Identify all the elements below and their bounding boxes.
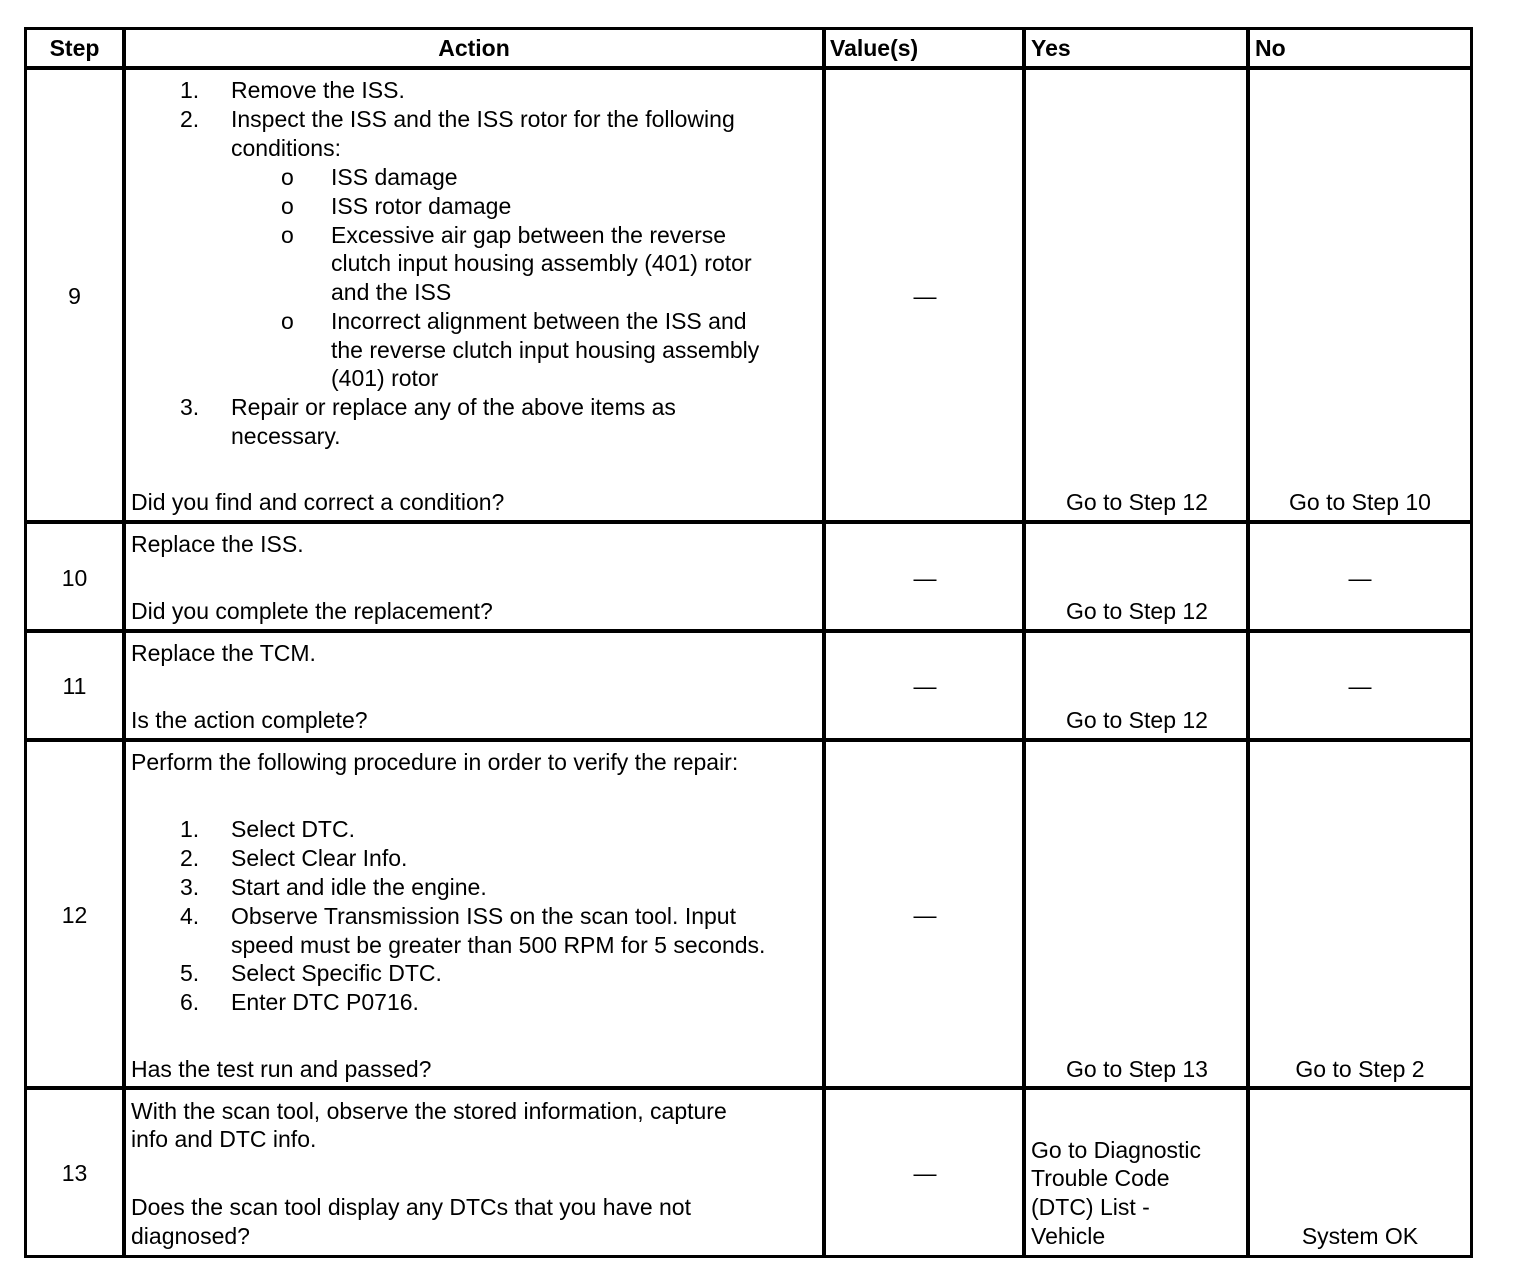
list-item-continued: necessary. (231, 423, 341, 449)
list-item: Select Clear Info. (231, 845, 408, 871)
list-item: Start and idle the engine. (231, 874, 487, 900)
header-yes: Yes (1031, 35, 1071, 61)
list-number: 1. (180, 816, 200, 842)
question: Did you find and correct a condition? (131, 489, 505, 515)
no-cell: — (1348, 565, 1372, 591)
header-step: Step (49, 35, 100, 61)
list-item-continued: speed must be greater than 500 RPM for 5 seconds. (231, 932, 766, 958)
value-cell: — (913, 673, 937, 699)
yes-cell: Go to Diagnostic (1031, 1137, 1202, 1163)
action-text: info and DTC info. (131, 1126, 317, 1152)
yes-cell: Go to Step 12 (1066, 598, 1208, 624)
header-no: No (1255, 35, 1286, 61)
list-number: 2. (180, 106, 200, 132)
sub-list-item: ISS damage (331, 164, 458, 190)
list-item: Inspect the ISS and the ISS rotor for the following (231, 106, 735, 132)
list-number: 3. (180, 394, 200, 420)
list-number: 6. (180, 989, 200, 1015)
sub-list-item: Excessive air gap between the reverse (331, 222, 727, 248)
row-divider (27, 520, 1470, 524)
question: diagnosed? (131, 1223, 250, 1249)
bullet: o (281, 164, 294, 190)
question: Is the action complete? (131, 707, 368, 733)
list-item-continued: conditions: (231, 135, 341, 161)
yes-cell: Trouble Code (1031, 1165, 1170, 1191)
action-text: Replace the TCM. (131, 640, 316, 666)
yes-cell: Go to Step 13 (1066, 1056, 1208, 1082)
list-number: 1. (180, 77, 200, 103)
sub-list-item: and the ISS (331, 279, 452, 305)
list-number: 5. (180, 960, 200, 986)
list-item: Select DTC. (231, 816, 355, 842)
header-values: Value(s) (830, 35, 919, 61)
value-cell: — (913, 902, 937, 928)
bullet: o (281, 193, 294, 219)
header-action: Action (438, 35, 510, 61)
action-intro: Perform the following procedure in order to verify the repair: (131, 749, 739, 775)
column-divider (822, 30, 826, 1255)
question: Does the scan tool display any DTCs that you have not (131, 1194, 691, 1220)
list-item: Observe Transmission ISS on the scan tool. Input (231, 903, 736, 929)
no-cell: System OK (1301, 1223, 1419, 1249)
question: Has the test run and passed? (131, 1056, 432, 1082)
yes-cell: Vehicle (1031, 1223, 1106, 1249)
list-number: 4. (180, 903, 200, 929)
action-text: Replace the ISS. (131, 531, 304, 557)
step-number: 9 (68, 283, 81, 309)
list-item: Enter DTC P0716. (231, 989, 419, 1015)
yes-cell: Go to Step 12 (1066, 707, 1208, 733)
row-divider (27, 66, 1470, 70)
step-number: 10 (61, 565, 88, 591)
no-cell: Go to Step 10 (1289, 489, 1431, 515)
sub-list-item: (401) rotor (331, 365, 439, 391)
column-divider (122, 30, 126, 1255)
step-number: 12 (61, 902, 88, 928)
yes-cell: (DTC) List - (1031, 1194, 1150, 1220)
value-cell: — (913, 283, 937, 309)
sub-list-item: clutch input housing assembly (401) rotor (331, 250, 752, 276)
list-number: 2. (180, 845, 200, 871)
no-cell: Go to Step 2 (1295, 1056, 1425, 1082)
sub-list-item: ISS rotor damage (331, 193, 512, 219)
no-cell: — (1348, 673, 1372, 699)
bullet: o (281, 308, 294, 334)
step-number: 13 (61, 1160, 88, 1186)
question: Did you complete the replacement? (131, 598, 493, 624)
list-item: Remove the ISS. (231, 77, 405, 103)
sub-list-item: Incorrect alignment between the ISS and (331, 308, 747, 334)
value-cell: — (913, 1160, 937, 1186)
row-divider (27, 738, 1470, 742)
row-divider (27, 1086, 1470, 1090)
yes-cell: Go to Step 12 (1066, 489, 1208, 515)
action-text: With the scan tool, observe the stored information, capture (131, 1098, 727, 1124)
bullet: o (281, 222, 294, 248)
list-item: Select Specific DTC. (231, 960, 442, 986)
step-number: 11 (62, 673, 87, 699)
list-item: Repair or replace any of the above items as (231, 394, 676, 420)
value-cell: — (913, 565, 937, 591)
row-divider (27, 629, 1470, 633)
list-number: 3. (180, 874, 200, 900)
sub-list-item: the reverse clutch input housing assembly (331, 337, 760, 363)
